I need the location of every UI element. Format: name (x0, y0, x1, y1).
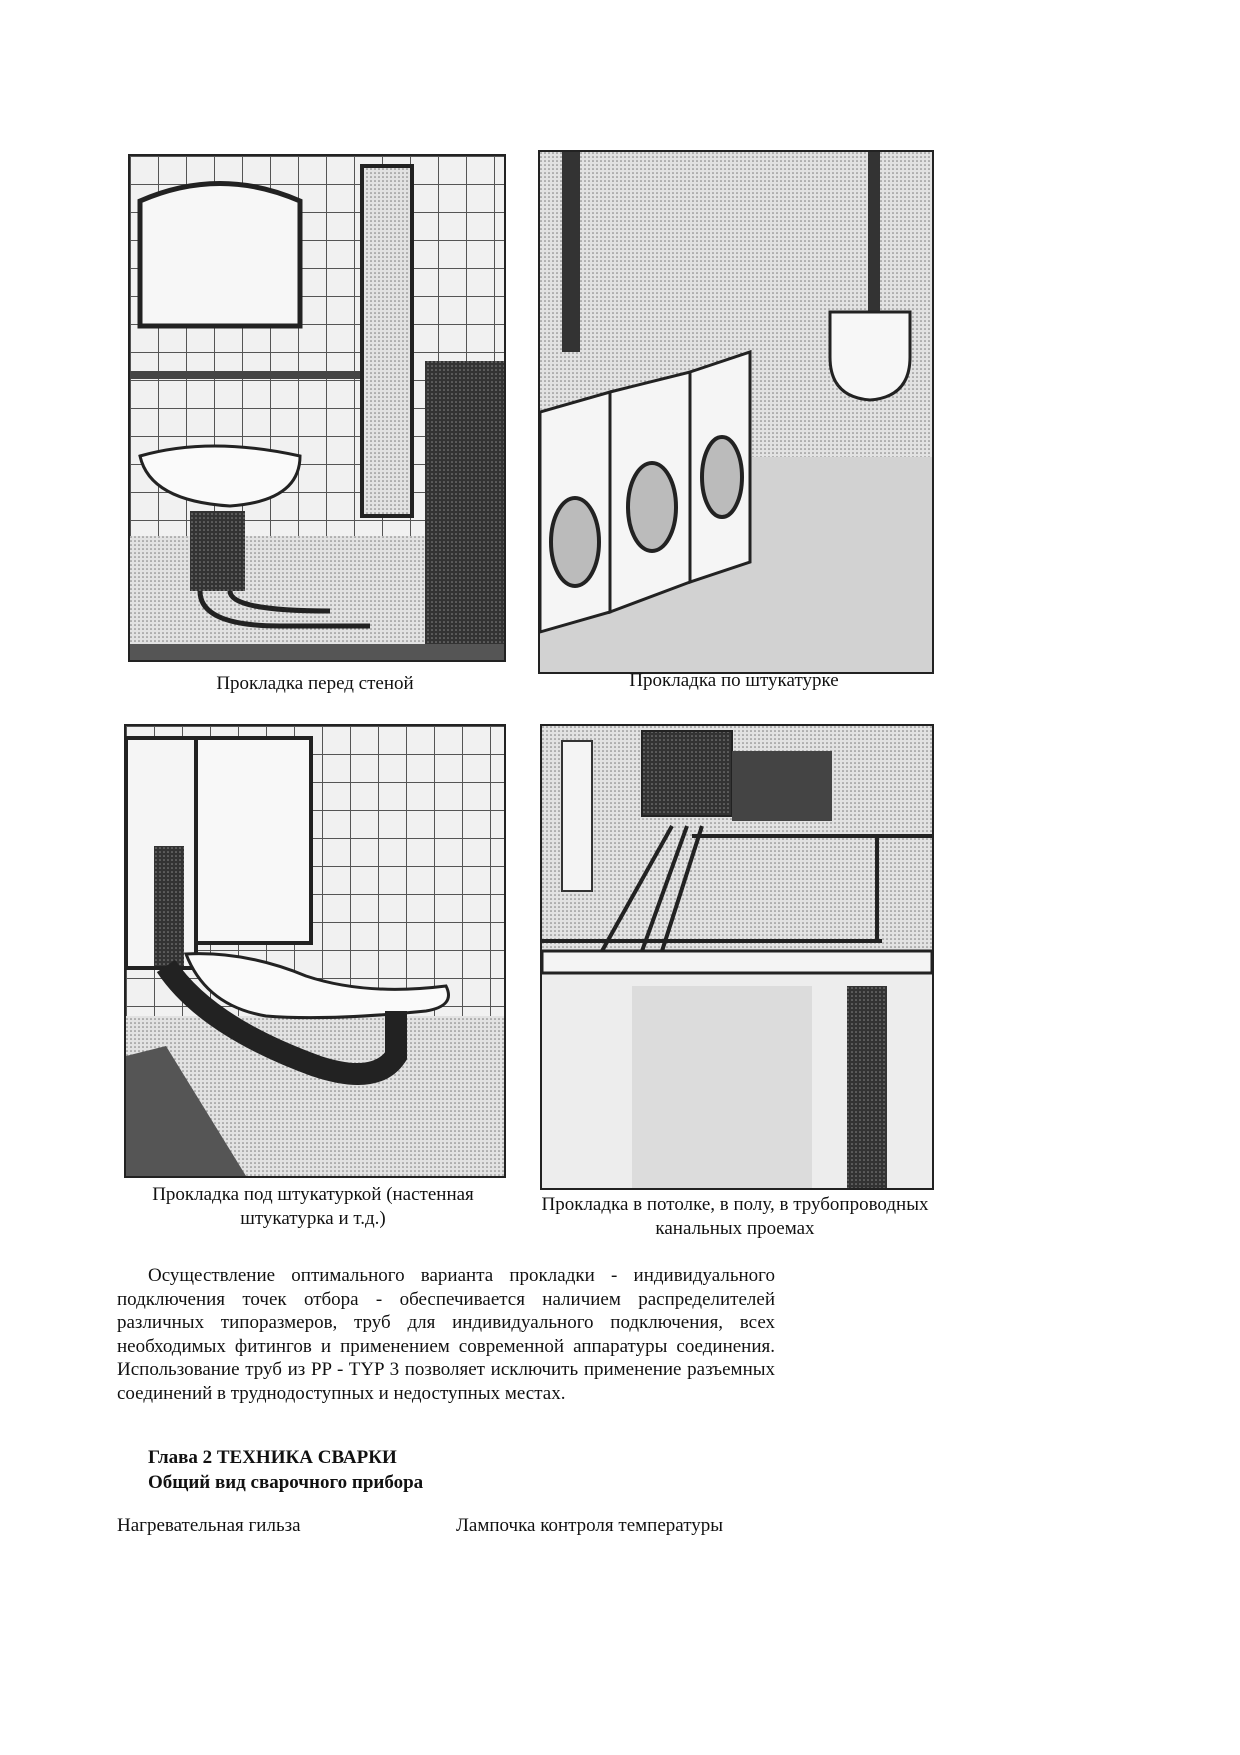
caption-front-wall: Прокладка перед стеной (216, 673, 414, 694)
figure-on-plaster (538, 150, 934, 674)
label-temperature-lamp: Лампочка контроля температуры (456, 1515, 724, 1536)
caption-on-plaster: Прокладка по штукатурке (629, 670, 839, 691)
label-heating-sleeve: Нагревательная гильза (117, 1515, 301, 1536)
caption-ceiling-floor: Прокладка в потолке, в полу, в трубопроводных канальных проемах (541, 1194, 929, 1239)
chapter-subtitle: Общий вид сварочного прибора (148, 1472, 424, 1493)
caption-under-plaster: Прокладка под штукатуркой (настенная штукатурка и т.д.) (152, 1184, 474, 1229)
figure-under-plaster (124, 724, 506, 1178)
chapter-title: Глава 2 ТЕХНИКА СВАРКИ (148, 1447, 397, 1468)
figure-ceiling-floor (540, 724, 934, 1190)
figure-front-wall (128, 154, 506, 662)
body-paragraph: Осуществление оптимального варианта прокладки - индивидуального подключения точек отбора - обеспечивается наличием распределителей различных типоразмеров, труб для индивидуального подключения, всех необходимых фитингов и применением современной аппаратуры соединения. Использование труб из PP - TYP 3 позволяет исключить применение разъемных соединений в труднодоступных и недоступных местах. (117, 1265, 775, 1404)
